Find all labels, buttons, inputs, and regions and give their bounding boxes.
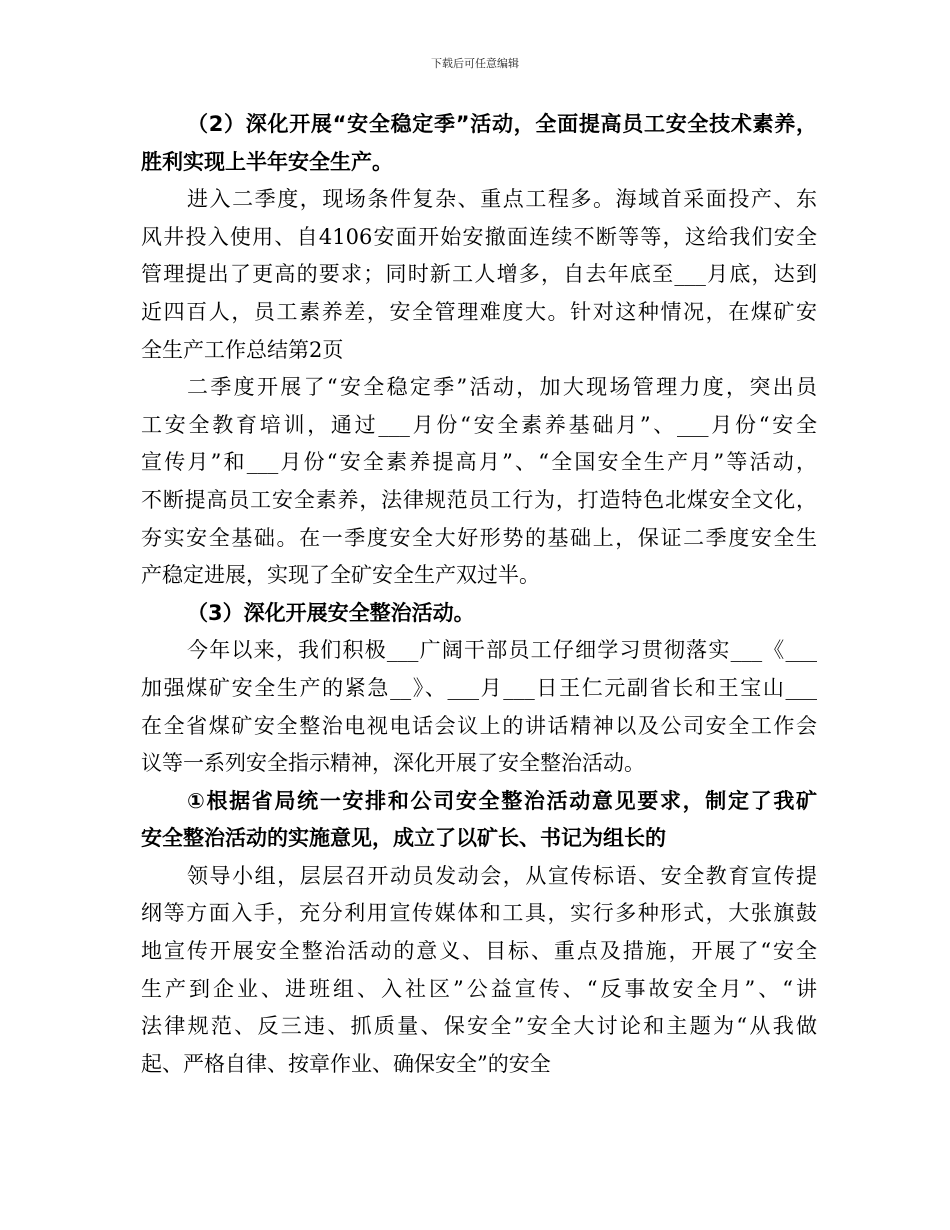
text-line: 起、严格自律、按章作业、确保安全”的安全: [141, 1051, 551, 1076]
text-line: （2）深化开展“安全稳定季”活动，全面提高员工安全技术素养，: [187, 112, 817, 136]
text-line: 管理提出了更高的要求；同时新工人增多，自去年底至___月底，达到: [141, 262, 817, 287]
body-paragraph: [141, 632, 817, 782]
text-line: 胜利实现上半年安全生产。: [141, 149, 393, 174]
text-line: 生产到企业、进班组、入社区”公益宣传、“反事故安全月”、“讲: [141, 976, 817, 1001]
text-line: 议等一系列安全指示精神，深化开展了安全整治活动。: [141, 751, 645, 776]
body-paragraph: [141, 369, 817, 595]
text-line: 今年以来，我们积极___广阔干部员工仔细学习贯彻落实___《___: [187, 638, 817, 663]
text-line: 全生产工作总结第2页: [141, 337, 344, 362]
text-line: （3）深化开展安全整治活动。: [187, 600, 475, 625]
text-line: 安全整治活动的实施意见，成立了以矿长、书记为组长的: [141, 826, 666, 851]
text-line: 二季度开展了“安全稳定季”活动，加大现场管理力度，突出员: [187, 375, 817, 400]
page-header: 下载后可任意编辑: [431, 57, 519, 70]
text-line: 宣传月”和___月份“安全素养提高月”、“全国安全生产月”等活动，: [141, 450, 817, 475]
text-line: 不断提高员工安全素养，法律规范员工行为，打造特色北煤安全文化，: [141, 487, 817, 512]
text-line: 风井投入使用、自4106安面开始安撤面连续不断等等，这给我们安全: [141, 224, 817, 249]
text-line: 法律规范、反三违、抓质量、保安全”安全大讨论和主题为“从我做: [141, 1014, 817, 1039]
text-line: 产稳定进展，实现了全矿安全生产双过半。: [141, 563, 540, 588]
heading-paragraph: [141, 783, 817, 858]
document-body: [141, 106, 817, 1083]
heading-paragraph: [141, 106, 817, 181]
text-line: 夯实安全基础。在一季度安全大好形势的基础上，保证二季度安全生: [141, 525, 817, 550]
text-line: 纲等方面入手，充分利用宣传媒体和工具，实行多种形式，大张旗鼓: [141, 901, 817, 926]
text-line: 地宣传开展安全整治活动的意义、目标、重点及措施，开展了“安全: [141, 939, 817, 964]
text-line: 在全省煤矿安全整治电视电话会议上的讲话精神以及公司安全工作会: [141, 713, 817, 738]
text-line: 领导小组，层层召开动员发动会，从宣传标语、安全教育宣传提: [187, 863, 817, 888]
text-line: 近四百人，员工素养差，安全管理难度大。针对这种情况，在煤矿安: [141, 299, 817, 324]
text-line: ①根据省局统一安排和公司安全整治活动意见要求，制定了我矿: [187, 788, 817, 813]
text-line: 工安全教育培训，通过___月份“安全素养基础月”、___月份“安全: [141, 412, 817, 437]
text-line: 加强煤矿安全生产的紧急__》、___月___日王仁元副省长和王宝山___: [141, 675, 817, 700]
body-paragraph: [141, 858, 817, 1084]
heading-paragraph: [141, 595, 817, 633]
text-line: 进入二季度，现场条件复杂、重点工程多。海域首采面投产、东: [187, 187, 817, 212]
body-paragraph: [141, 181, 817, 369]
